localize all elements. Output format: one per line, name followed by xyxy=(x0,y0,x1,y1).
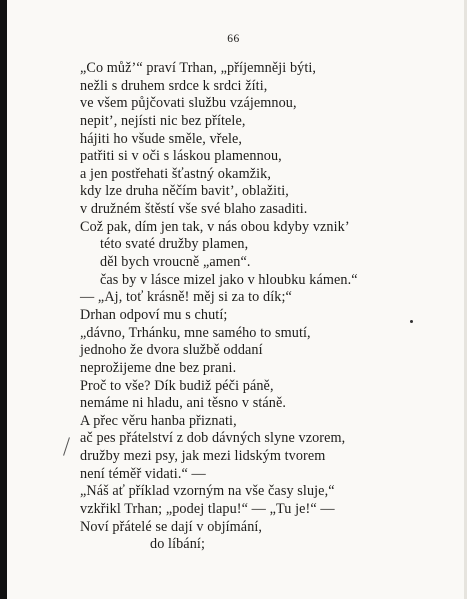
poem-line: „dávno, Trhánku, mne samého to smutí, xyxy=(80,324,311,341)
poem-line: družby mezi psy, jak mezi lidským tvorem xyxy=(80,448,326,465)
poem-line: nemáme ni hladu, ani těsno v stáně. xyxy=(80,395,287,412)
poem-line: jednoho že dvora službě oddaní xyxy=(80,342,263,359)
poem-line: Noví přátelé se dají v objímání, xyxy=(80,518,263,535)
poem-line: „Náš ať příklad vzorným na vše časy sluje,“ xyxy=(80,483,335,500)
poem-line: nepit’, nejísti nic bez přítele, xyxy=(80,112,246,129)
poem-line: kdy lze druha něčím bavit’, oblažiti, xyxy=(80,183,289,200)
poem-line: ač pes přátelství z dob dávných slyne vzorem, xyxy=(80,430,346,447)
poem-line: Což pak, dím jen tak, v nás obou kdyby vznik’ xyxy=(80,218,350,235)
poem-line: Drhan odpoví mu s chutí; xyxy=(80,306,228,323)
poem-text xyxy=(80,60,358,554)
poem-line: vzkřikl Trhan; „podej tlapu!“ — „Tu je!“ — xyxy=(80,501,335,518)
poem-line: patřiti si v oči s láskou plamennou, xyxy=(80,148,282,165)
poem-line: „Co můž’“ praví Trhan, „příjemněji býti, xyxy=(80,60,317,76)
poem-line: čas by v lásce mizel jako v hloubku kámen.“ xyxy=(100,271,358,288)
poem-line: neprožijeme dne bez prani. xyxy=(80,359,237,376)
page-number: 66 xyxy=(227,33,240,45)
poem-line: hájiti ho všude směle, vřele, xyxy=(80,130,243,147)
scan-gutter-left xyxy=(0,0,7,599)
poem-line: — „Aj, toť krásně! měj si za to dík;“ xyxy=(80,289,292,306)
poem-line: této svaté družby plamen, xyxy=(100,236,249,253)
poem-line: do líbání; xyxy=(150,536,205,553)
poem-line: nežli s druhem srdce k srdci žíti, xyxy=(80,77,268,94)
margin-speck xyxy=(410,320,413,323)
poem-line: a jen postřehati šťastný okamžik, xyxy=(80,165,271,182)
poem-line: není téměř vidati.“ — xyxy=(80,465,206,482)
margin-pencil-mark xyxy=(63,437,70,455)
poem-line: ve všem půjčovati službu vzájemnou, xyxy=(80,95,297,112)
poem-line: Proč to vše? Dík budiž péči páně, xyxy=(80,377,274,394)
poem-line: A přec věru hanba přiznati, xyxy=(80,412,237,429)
poem-line: děl bych vroucně „amen“. xyxy=(100,254,251,271)
poem-line: v družném štěstí vše své blaho zasaditi. xyxy=(80,201,308,218)
